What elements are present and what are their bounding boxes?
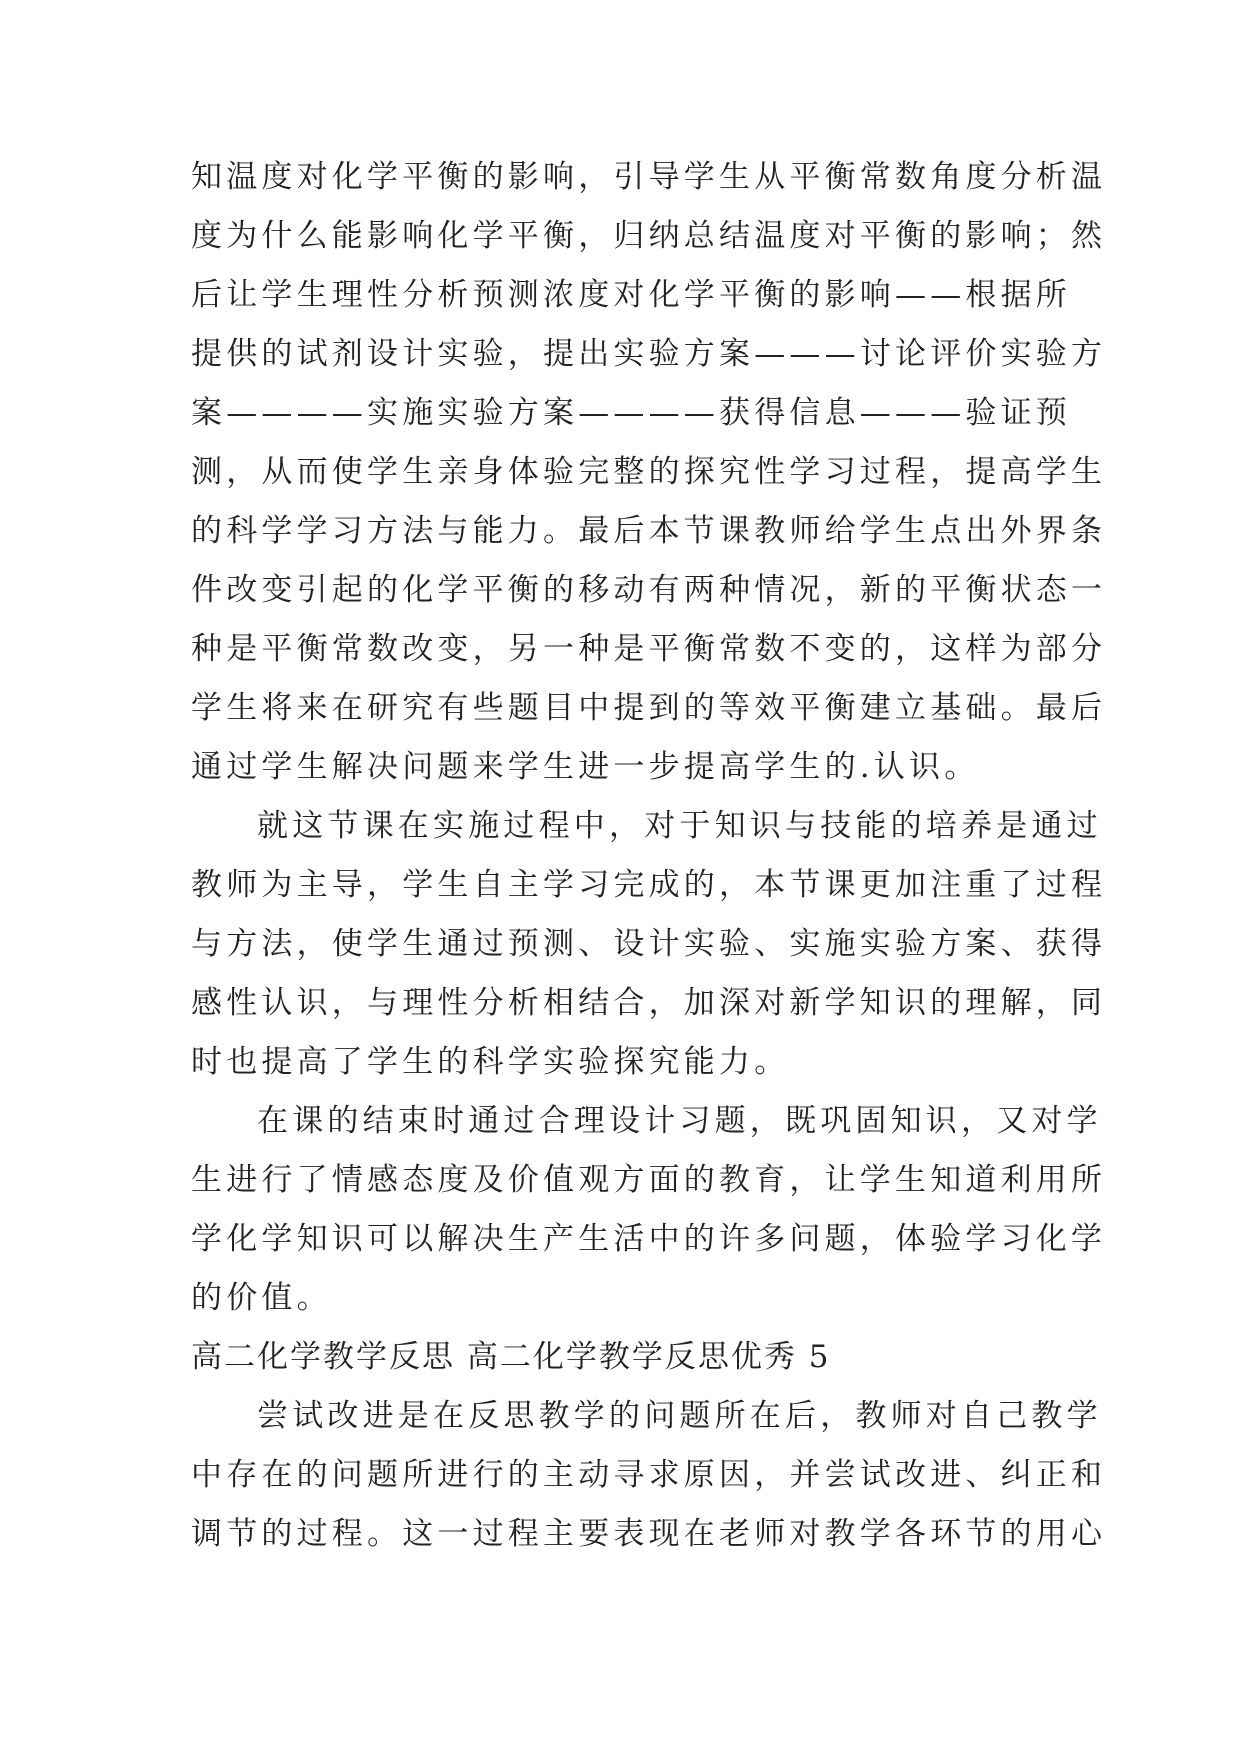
text-line: 时也提高了学生的科学实验探究能力。 xyxy=(191,1044,790,1080)
text-line: 与方法，使学生通过预测、设计实验、实施实验方案、获得 xyxy=(191,926,1107,962)
text-line: 调节的过程。这一过程主要表现在老师对教学各环节的用心 xyxy=(191,1516,1107,1552)
text-line: 感性认识，与理性分析相结合，加深对新学知识的理解，同 xyxy=(191,985,1107,1021)
text-line: 后让学生理性分析预测浓度对化学平衡的影响——根据所 xyxy=(191,277,1071,313)
text-line: 学化学知识可以解决生产生活中的许多问题，体验学习化学 xyxy=(191,1221,1107,1257)
text-line: 的科学学习方法与能力。最后本节课教师给学生点出外界条 xyxy=(191,513,1107,549)
text-line: 测，从而使学生亲身体验完整的探究性学习过程，提高学生 xyxy=(191,454,1107,490)
text-line: 的价值。 xyxy=(191,1280,332,1316)
text-line: 提供的试剂设计实验，提出实验方案———讨论评价实验方 xyxy=(191,336,1107,372)
text-line: 度为什么能影响化学平衡，归纳总结温度对平衡的影响；然 xyxy=(191,218,1107,254)
text-line: 案————实施实验方案————获得信息———验证预 xyxy=(191,395,1071,431)
text-line: 学生将来在研究有些题目中提到的等效平衡建立基础。最后 xyxy=(191,690,1107,726)
paragraph-start-line: 尝试改进是在反思教学的问题所在后，教师对自己教学 xyxy=(257,1398,1102,1434)
text-line: 种是平衡常数改变，另一种是平衡常数不变的，这样为部分 xyxy=(191,631,1107,667)
text-line: 知温度对化学平衡的影响，引导学生从平衡常数角度分析温 xyxy=(191,159,1107,195)
document-body xyxy=(191,148,1107,1564)
section-heading: 高二化学教学反思 高二化学教学反思优秀 5 xyxy=(191,1339,831,1375)
paragraph-start-line: 在课的结束时通过合理设计习题，既巩固知识，又对学 xyxy=(257,1103,1102,1139)
text-line: 教师为主导，学生自主学习完成的，本节课更加注重了过程 xyxy=(191,867,1107,903)
text-line: 生进行了情感态度及价值观方面的教育，让学生知道利用所 xyxy=(191,1162,1107,1198)
text-line: 中存在的问题所进行的主动寻求原因，并尝试改进、纠正和 xyxy=(191,1457,1107,1493)
text-line: 通过学生解决问题来学生进一步提高学生的.认识。 xyxy=(191,749,980,785)
paragraph-start-line: 就这节课在实施过程中，对于知识与技能的培养是通过 xyxy=(257,808,1102,844)
text-line: 件改变引起的化学平衡的移动有两种情况，新的平衡状态一 xyxy=(191,572,1107,608)
